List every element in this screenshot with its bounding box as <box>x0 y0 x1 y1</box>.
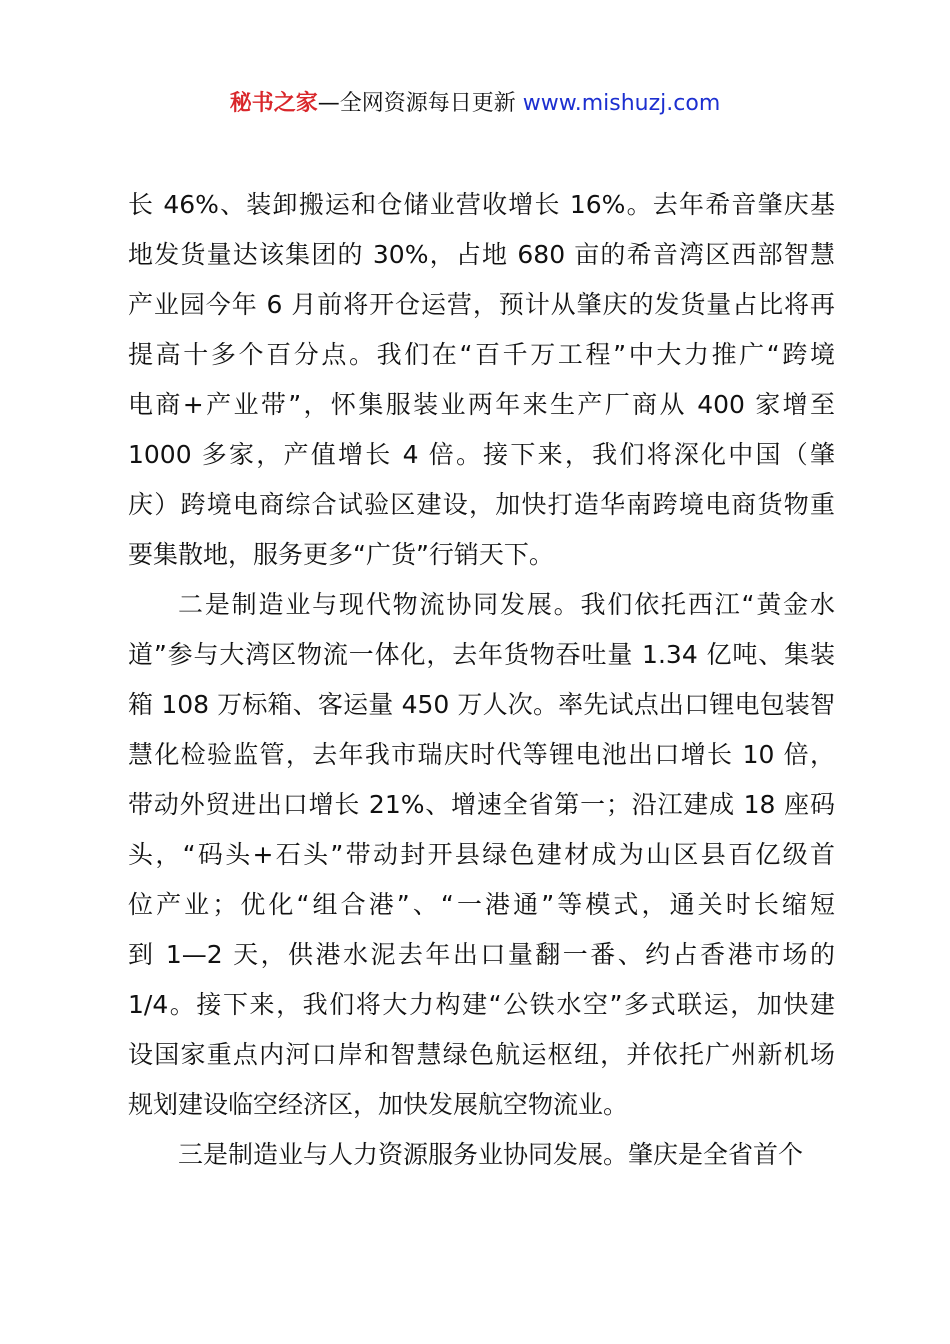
text-line: 1/4。接下来，我们将大力构建“公铁水空”多式联运，加快建 <box>128 990 835 1019</box>
text-line: 提高十多个百分点。我们在“百千万工程”中大力推广“跨境 <box>128 340 835 369</box>
text-line: 三是制造业与人力资源服务业协同发展。肇庆是全省首个 <box>178 1140 804 1169</box>
website-link[interactable]: www.mishuzj.com <box>522 91 721 116</box>
text-line: 道”参与大湾区物流一体化，去年货物吞吐量 1.34 亿吨、集装 <box>128 640 835 669</box>
text-line: 头，“码头+石头”带动封开县绿色建材成为山区县百亿级首 <box>128 840 835 869</box>
text-line: 慧化检验监管，去年我市瑞庆时代等锂电池出口增长 10 倍， <box>128 740 835 769</box>
text-line: 要集散地，服务更多“广货”行销天下。 <box>128 540 554 569</box>
text-line: 位产业；优化“组合港”、“一港通”等模式，通关时长缩短 <box>128 890 835 919</box>
text-line: 二是制造业与现代物流协同发展。我们依托西江“黄金水 <box>178 590 835 619</box>
text-line: 产业园今年 6 月前将开仓运营，预计从肇庆的发货量占比将再 <box>128 290 835 319</box>
paragraph-2 <box>128 580 835 1130</box>
text-line: 到 1—2 天，供港水泥去年出口量翻一番、约占香港市场的 <box>128 940 835 969</box>
page-header <box>0 86 950 122</box>
text-line: 带动外贸进出口增长 21%、增速全省第一；沿江建成 18 座码 <box>128 790 835 819</box>
text-line: 设国家重点内河口岸和智慧绿色航运枢纽，并依托广州新机场 <box>128 1040 835 1069</box>
text-line: 地发货量达该集团的 30%，占地 680 亩的希音湾区西部智慧 <box>128 240 835 269</box>
text-line: 规划建设临空经济区，加快发展航空物流业。 <box>128 1090 629 1119</box>
text-line: 箱 108 万标箱、客运量 450 万人次。率先试点出口锂电包装智 <box>128 690 835 719</box>
text-line: 庆）跨境电商综合试验区建设，加快打造华南跨境电商货物重 <box>128 490 835 519</box>
text-line: 长 46%、装卸搬运和仓储业营收增长 16%。去年希音肇庆基 <box>128 190 835 219</box>
paragraph-1 <box>128 180 835 580</box>
paragraph-3 <box>128 1130 835 1180</box>
brand-name: 秘书之家 <box>229 91 318 116</box>
text-line: 电商+产业带”，怀集服装业两年来生产厂商从 400 家增至 <box>128 390 835 419</box>
text-line: 1000 多家，产值增长 4 倍。接下来，我们将深化中国（肇 <box>128 440 835 469</box>
header-tagline: —全网资源每日更新 <box>317 91 523 116</box>
document-body <box>128 180 835 1180</box>
